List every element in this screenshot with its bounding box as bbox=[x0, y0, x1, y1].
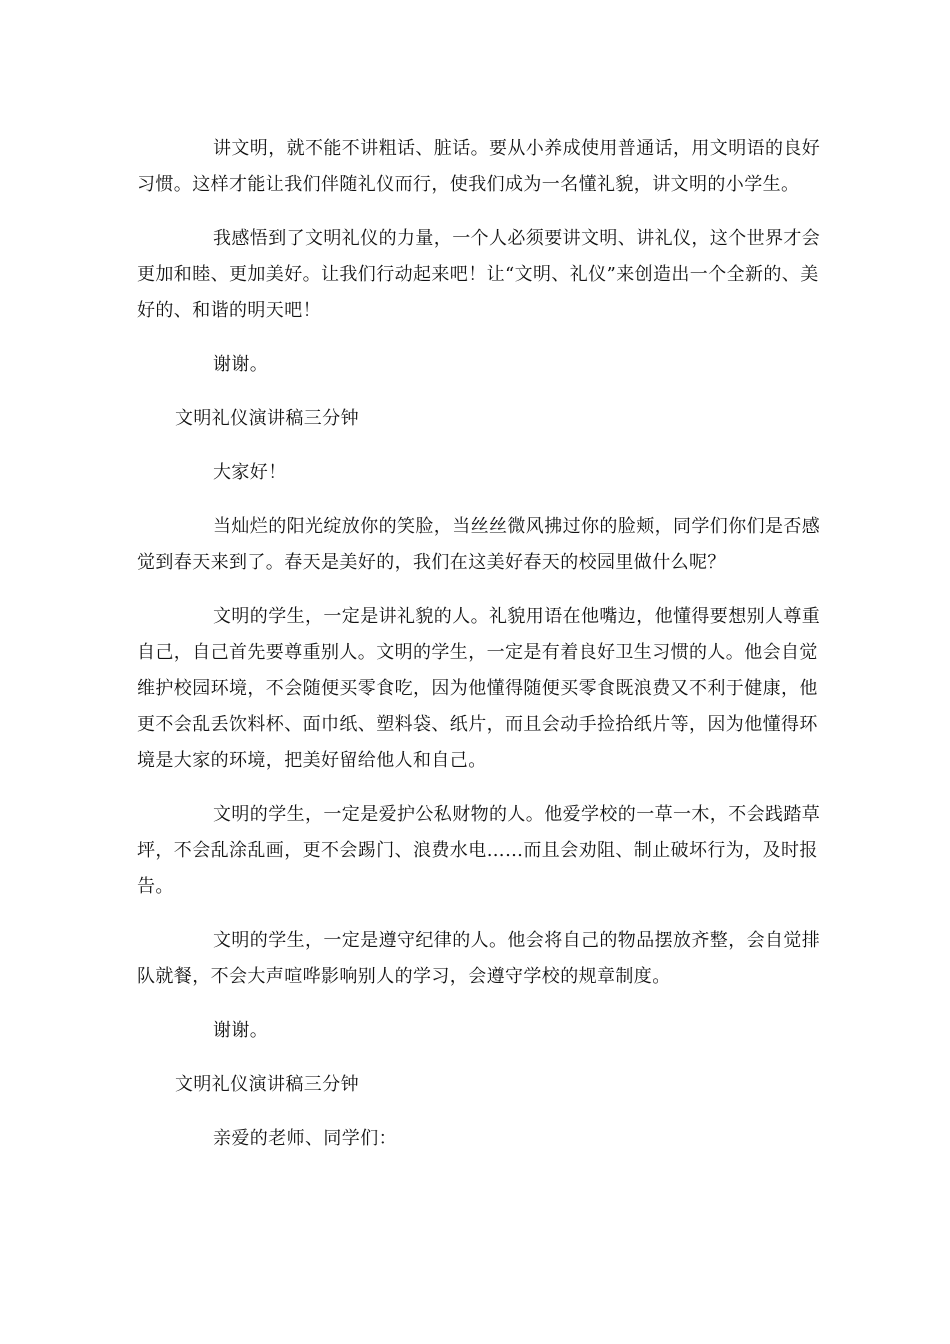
section-title-2: 文明礼仪演讲稿三分钟 bbox=[175, 1074, 359, 1095]
paragraph-thanks-1: 谢谢。 bbox=[213, 354, 269, 375]
section-title-1: 文明礼仪演讲稿三分钟 bbox=[175, 408, 359, 429]
paragraph-6: 文明的学生，一定是遵守纪律的人。他会将自己的物品摆放齐整，会自觉排队就餐，不会大声喧哗影响别人的学习，会遵守学校的规章制度。 bbox=[137, 930, 821, 987]
greeting-2: 亲爱的老师、同学们： bbox=[213, 1128, 397, 1149]
paragraph-3: 当灿烂的阳光绽放你的笑脸，当丝丝微风拂过你的脸颊，同学们你们是否感觉到春天来到了。春天是美好的，我们在这美好春天的校园里做什么呢？ bbox=[137, 516, 821, 573]
paragraph-4: 文明的学生，一定是讲礼貌的人。礼貌用语在他嘴边，他懂得要想别人尊重自己，自己首先要尊重别人。文明的学生，一定是有着良好卫生习惯的人。他会自觉维护校园环境，不会随便买零食吃，因为他懂得随便买零食既浪费又不利于健康，他更不会乱丢饮料杯、面巾纸、塑料袋、纸片，而且会动手捡拾纸片等，因为他懂得环境是大家的环境，把美好留给他人和自己。 bbox=[137, 606, 821, 771]
paragraph-5: 文明的学生，一定是爱护公私财物的人。他爱学校的一草一木，不会践踏草坪，不会乱涂乱画，更不会踢门、浪费水电……而且会劝阻、制止破坏行为，及时报告。 bbox=[137, 804, 821, 897]
paragraph-thanks-2: 谢谢。 bbox=[213, 1020, 269, 1041]
paragraph-2: 我感悟到了文明礼仪的力量，一个人必须要讲文明、讲礼仪，这个世界才会更加和睦、更加美好。让我们行动起来吧！让“文明、礼仪”来创造出一个全新的、美好的、和谐的明天吧！ bbox=[137, 228, 821, 321]
paragraph-1: 讲文明，就不能不讲粗话、脏话。要从小养成使用普通话，用文明语的良好习惯。这样才能让我们伴随礼仪而行，使我们成为一名懂礼貌，讲文明的小学生。 bbox=[137, 138, 821, 195]
greeting-1: 大家好！ bbox=[213, 462, 287, 483]
document-body bbox=[137, 131, 821, 1175]
